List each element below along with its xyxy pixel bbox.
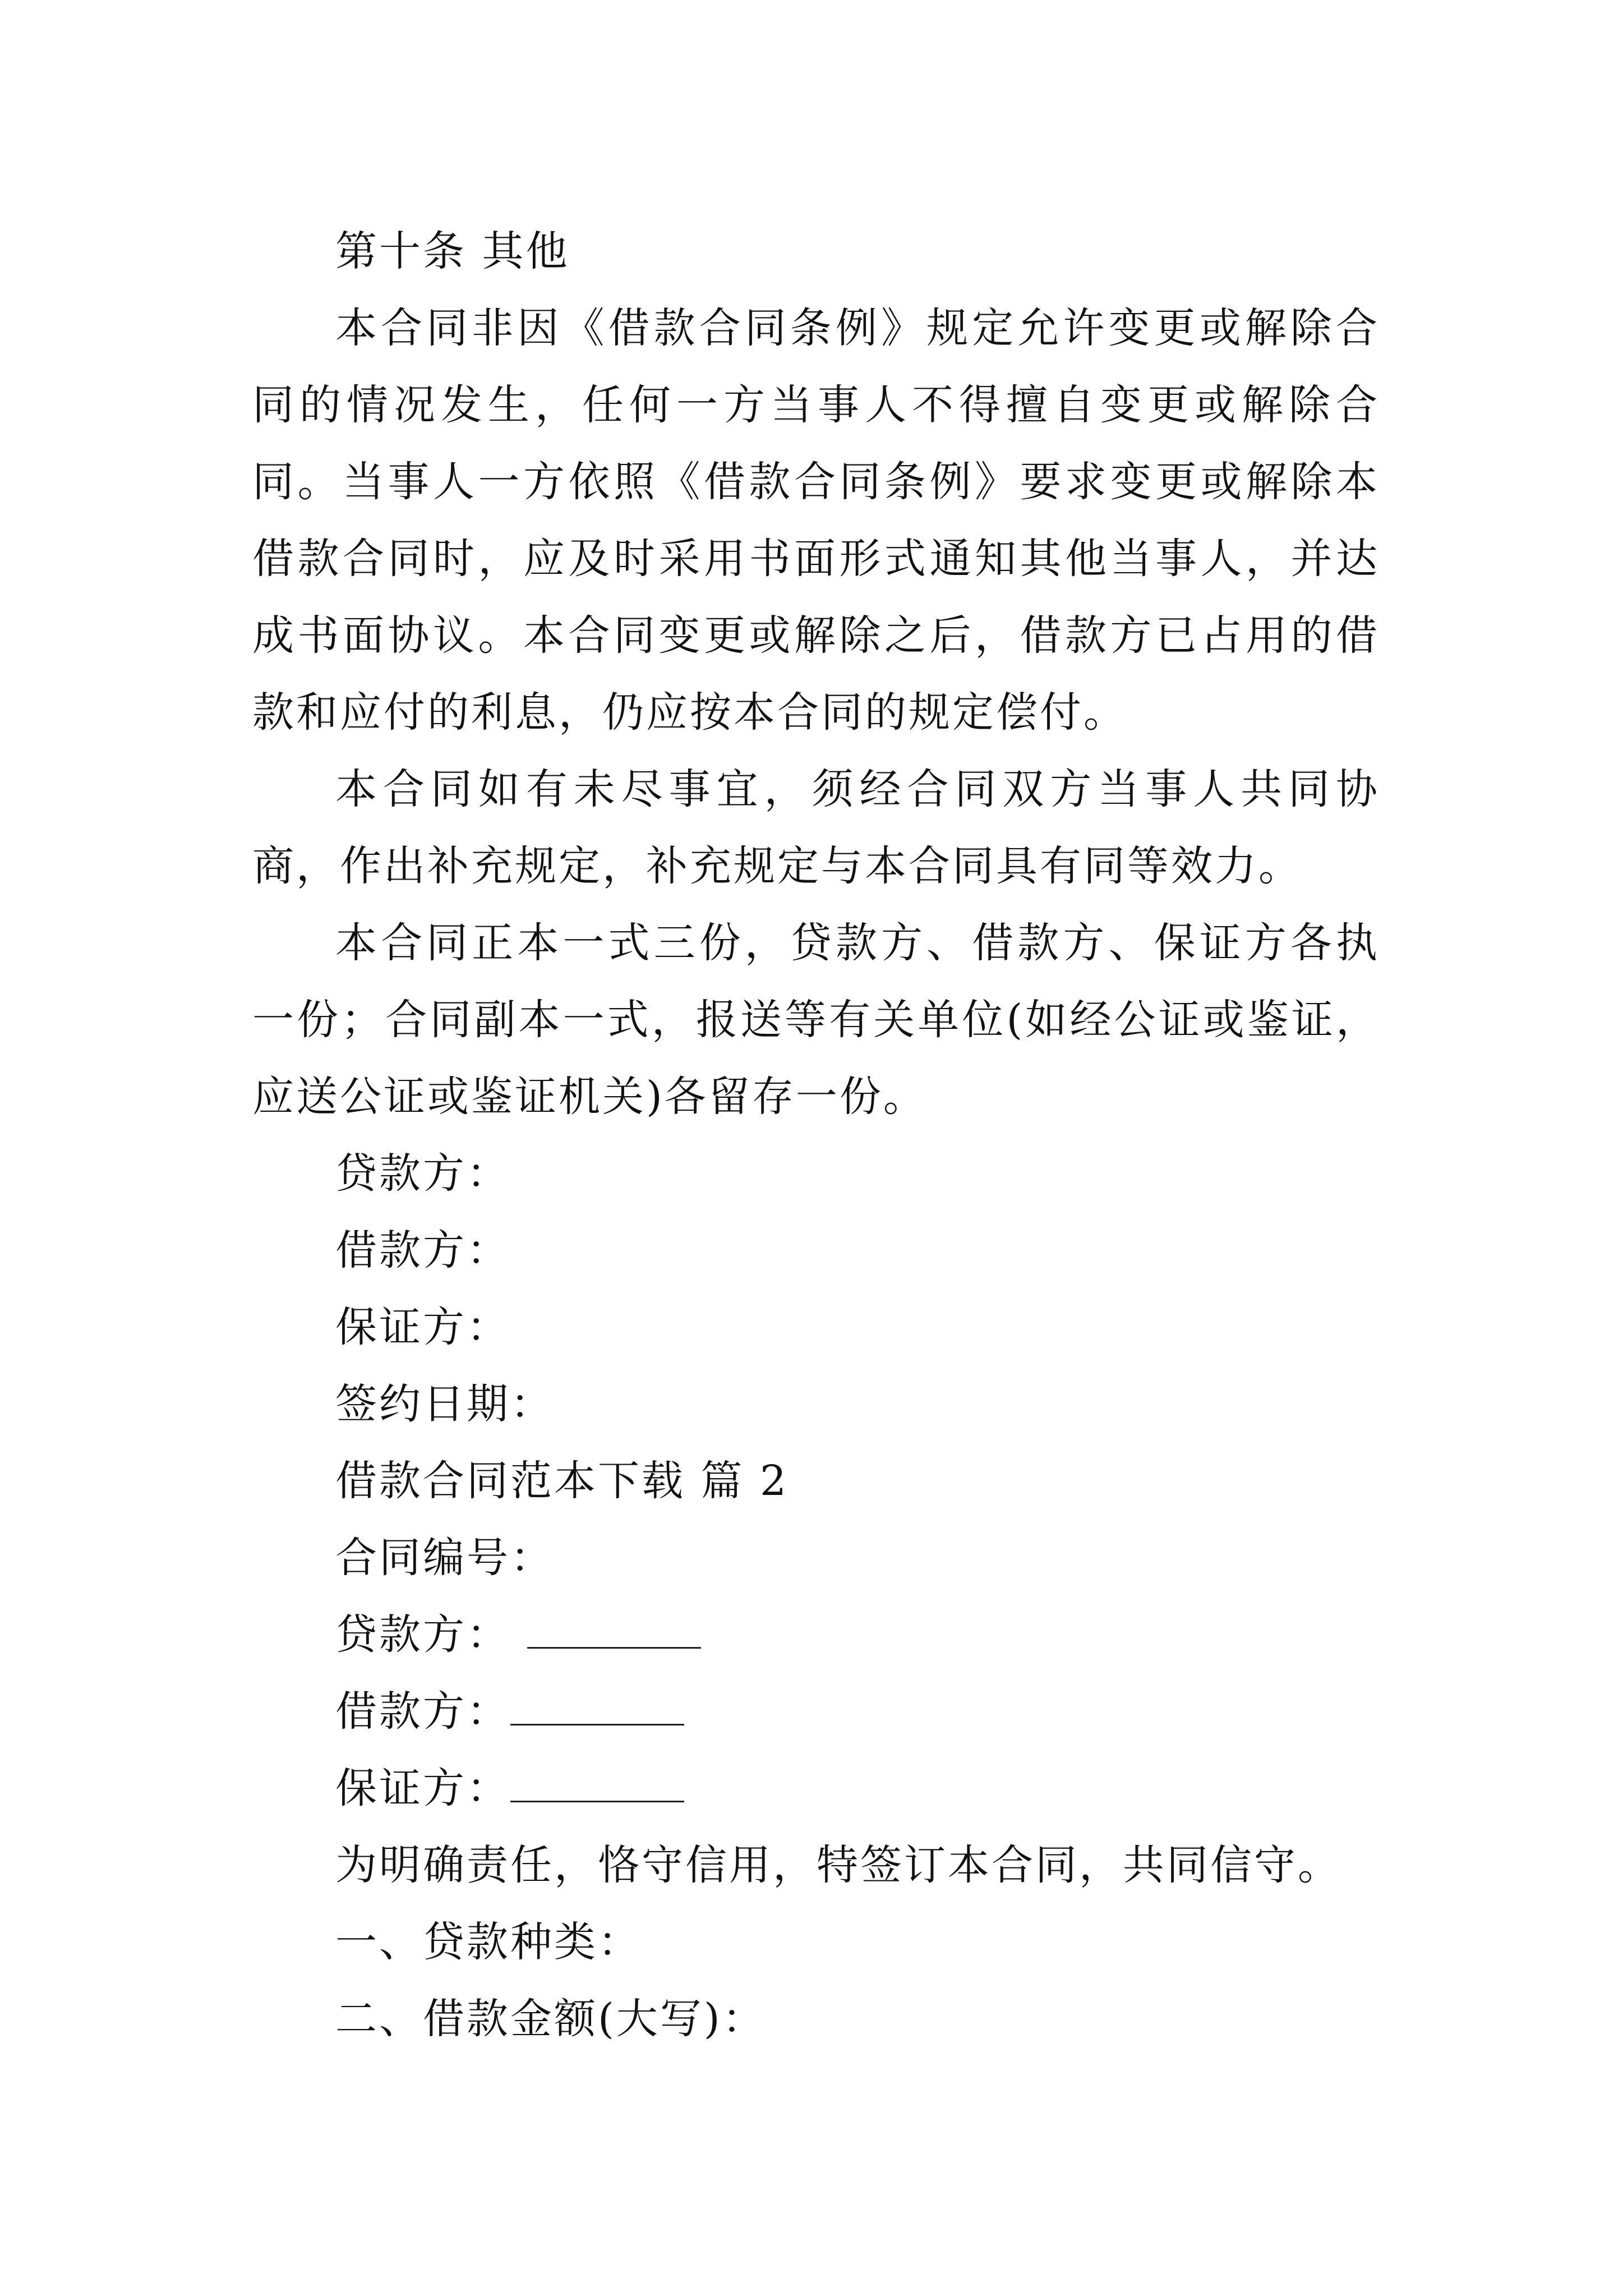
- signature-lender: 贷款方：: [335, 1149, 510, 1198]
- signature-guarantor: 保证方：: [335, 1303, 510, 1351]
- contract-number-label: 合同编号：: [335, 1534, 554, 1582]
- part2-lender-row: [252, 1596, 1380, 1673]
- signature-date: 签约日期：: [335, 1380, 554, 1428]
- part2-guarantor-row: [252, 1750, 1380, 1827]
- part2-guarantor-label: 保证方：: [335, 1764, 510, 1812]
- part2-borrower-label: 借款方：: [335, 1687, 510, 1736]
- borrower-blank-line: [510, 1690, 684, 1726]
- part2-title: 借款合同范本下载 篇 2: [335, 1457, 789, 1505]
- paragraph-supplement: 本合同如有未尽事宜，须经合同双方当事人共同协商，作出补充规定，补充规定与本合同具有同等效力。: [252, 765, 1380, 890]
- part2-borrower-row: [252, 1673, 1380, 1750]
- signature-borrower: 借款方：: [335, 1226, 510, 1274]
- paragraph-modification: 本合同非因《借款合同条例》规定允许变更或解除合同的情况发生，任何一方当事人不得擅自变更或解除合同。当事人一方依照《借款合同条例》要求变更或解除本借款合同时，应及时采用书面形式通知其他当事人，并达成书面协议。本合同变更或解除之后，借款方已占用的借款和应付的利息，仍应按本合同的规定偿付。: [252, 304, 1380, 737]
- guarantor-blank-line: [510, 1767, 684, 1802]
- item-loan-amount: 二、借款金额(大写)：: [335, 1995, 766, 2043]
- document-body: [252, 213, 1380, 2058]
- part2-intro: 为明确责任，恪守信用，特签订本合同，共同信守。: [335, 1841, 1341, 1889]
- section-heading: 第十条 其他: [335, 227, 570, 275]
- item-loan-type: 一、贷款种类：: [335, 1918, 642, 1966]
- lender-blank-line: [527, 1613, 701, 1649]
- part2-lender-label: 贷款方：: [335, 1611, 510, 1659]
- paragraph-copies: 本合同正本一式三份，贷款方、借款方、保证方各执一份；合同副本一式，报送等有关单位(如经公证或鉴证，应送公证或鉴证机关)各留存一份。: [252, 919, 1380, 1121]
